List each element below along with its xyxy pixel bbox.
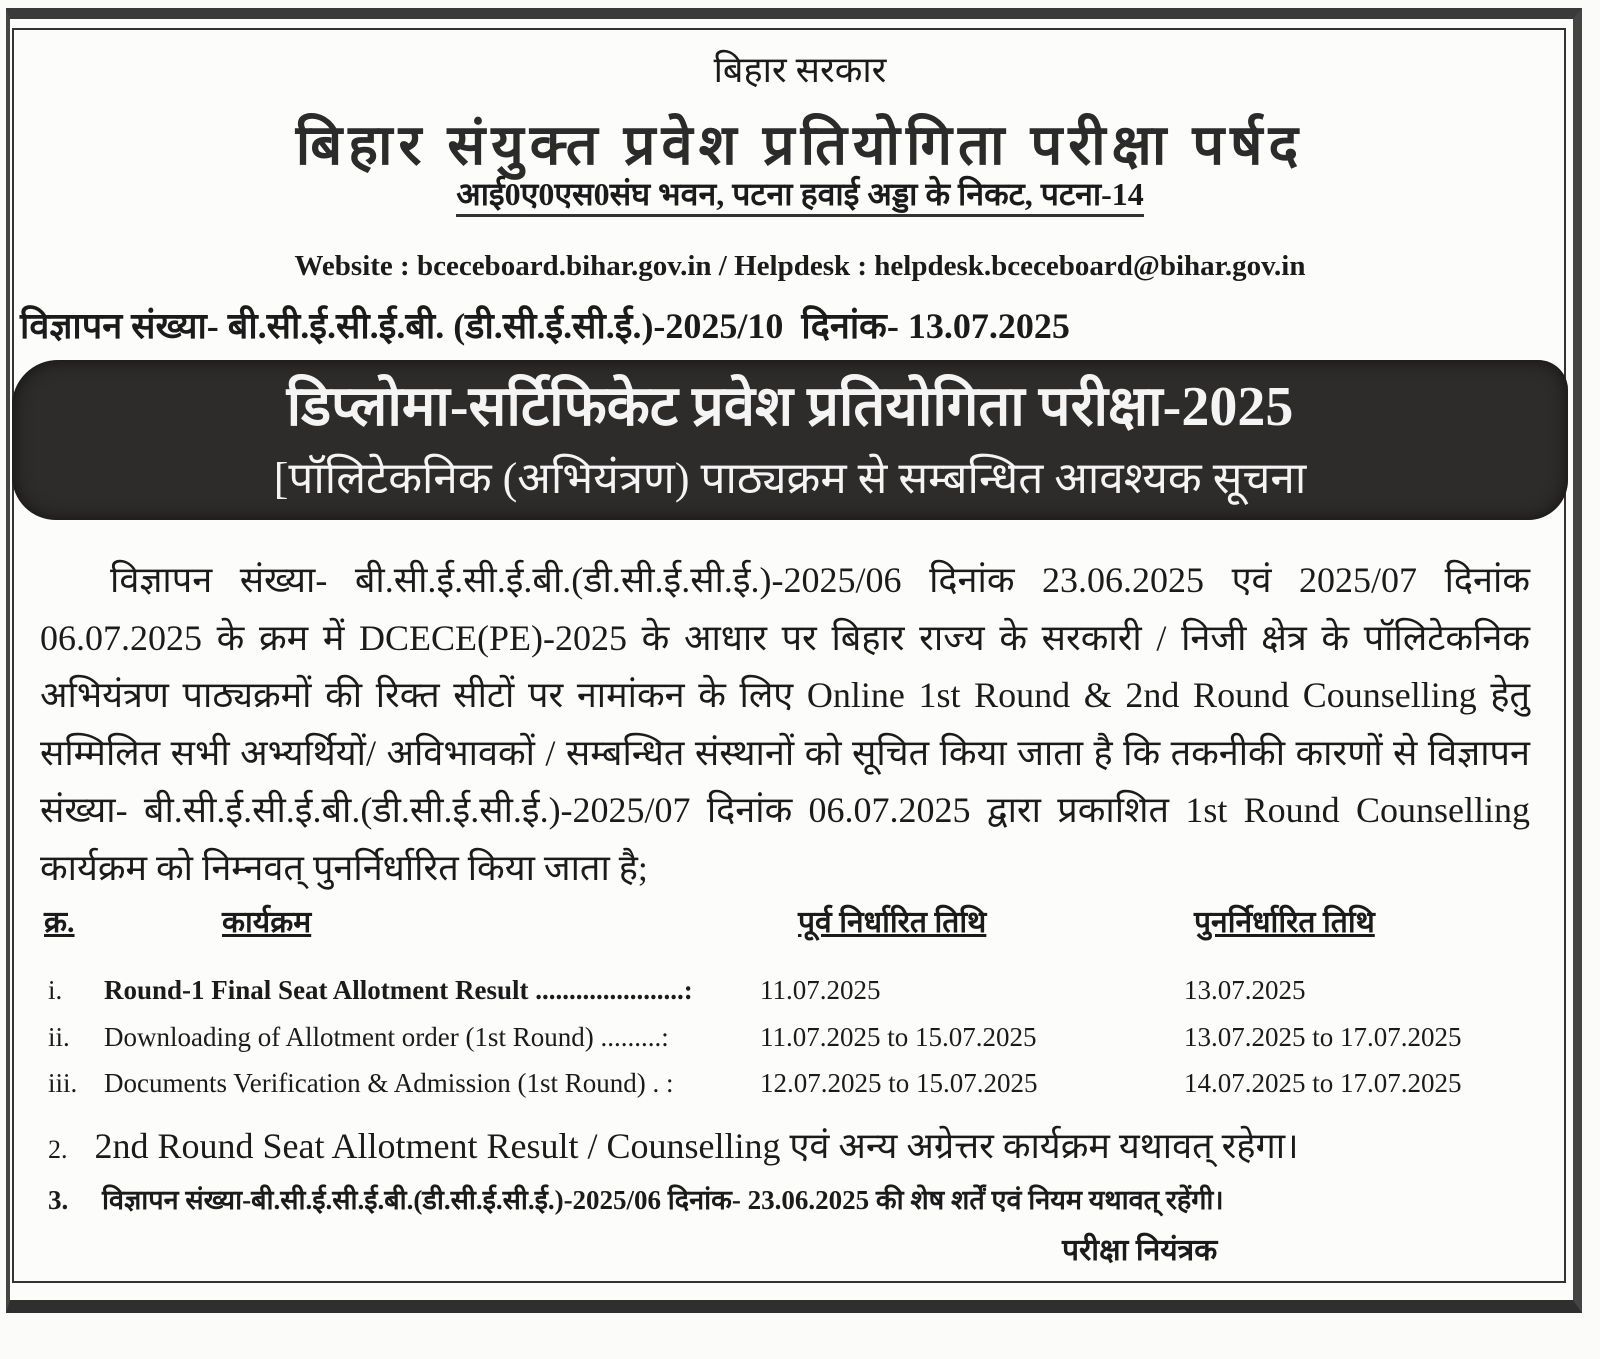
notice-banner: [12, 360, 1568, 520]
contact-line: Website : bceceboard.bihar.gov.in / Helpdesk : helpdesk.bceceboard@bihar.gov.in: [294, 250, 1306, 282]
government-name: बिहार सरकार: [713, 50, 887, 90]
adv-number: बी.सी.ई.सी.ई.बी. (डी.सी.ई.सी.ई.)-2025/10: [227, 306, 784, 346]
board-name: बिहार संयुक्त प्रवेश प्रतियोगिता परीक्षा पर्षद: [295, 115, 1305, 177]
col-header-serial: क्र.: [44, 906, 75, 939]
table-row: i. Round-1 Final Seat Allotment Result ......................: 11.07.2025 13.07.2025: [48, 975, 1306, 1005]
table-row: iii. Documents Verification & Admission (1st Round) . : 12.07.2025 to 15.07.2025 14.07.2025 to 17.07.2025: [48, 1068, 1462, 1098]
adv-date: 13.07.2025: [907, 306, 1070, 346]
banner-subtitle: [पॉलिटेकनिक (अभियंत्रण) पाठ्यक्रम से सम्बन्धित आवश्यक सूचना: [273, 454, 1307, 503]
banner-title: डिप्लोमा-सर्टिफिकेट प्रवेश प्रतियोगिता परीक्षा-2025: [286, 376, 1294, 438]
col-header-programme: कार्यक्रम: [222, 906, 312, 939]
point-2: 2. 2nd Round Seat Allotment Result / Counselling एवं अन्य अग्रेत्तर कार्यक्रम यथावत् रहेगा।: [48, 1126, 1299, 1166]
col-header-old-date: पूर्व निर्धारित तिथि: [798, 906, 987, 939]
notice-paragraph: विज्ञापन संख्या- बी.सी.ई.सी.ई.बी.(डी.सी.ई.सी.ई.)-2025/06 दिनांक 23.06.2025 एवं 2025/07 दिनांक 06.07.2025 के क्रम में DCECE(PE)-2025 के आधार पर बिहार राज्य के सरकारी / निजी क्षेत्र के पॉलिटेकनिक अभियंत्रण पाठ्यक्रमों की रिक्त सीटों पर नामांकन के लिए Online 1st Round & 2nd Round Counselling हेतु सम्मिलित सभी अभ्यर्थियों/ अविभावकों / सम्बन्धित संस्थानों को सूचित किया जाता है कि तकनीकी कारणों से विज्ञापन संख्या- बी.सी.ई.सी.ई.बी.(डी.सी.ई.सी.ई.)-2025/07 दिनांक 06.07.2025 द्वारा प्रकाशित 1st Round Counselling कार्यक्रम को निम्नवत् पुनर्निर्धारित किया जाता है;: [40, 560, 1530, 888]
table-row: ii. Downloading of Allotment order (1st Round) .........: 11.07.2025 to 15.07.2025 13.07.2025 to 17.07.2025: [48, 1022, 1462, 1052]
adv-label: विज्ञापन संख्या-: [20, 306, 219, 346]
point-3: 3. विज्ञापन संख्या-बी.सी.ई.सी.ई.बी.(डी.सी.ई.सी.ई.)-2025/06 दिनांक- 23.06.2025 की शेष शर्तें एवं नियम यथावत् रहेंगी।: [48, 1185, 1224, 1215]
col-header-new-date: पुनर्निर्धारित तिथि: [1194, 906, 1375, 939]
advertisement-number: [20, 300, 1070, 349]
board-address: आई0ए0एस0संघ भवन, पटना हवाई अड्डा के निकट, पटना-14: [0, 172, 1600, 215]
signature-designation: परीक्षा नियंत्रक: [1062, 1234, 1218, 1267]
adv-date-label: दिनांक-: [801, 306, 899, 346]
